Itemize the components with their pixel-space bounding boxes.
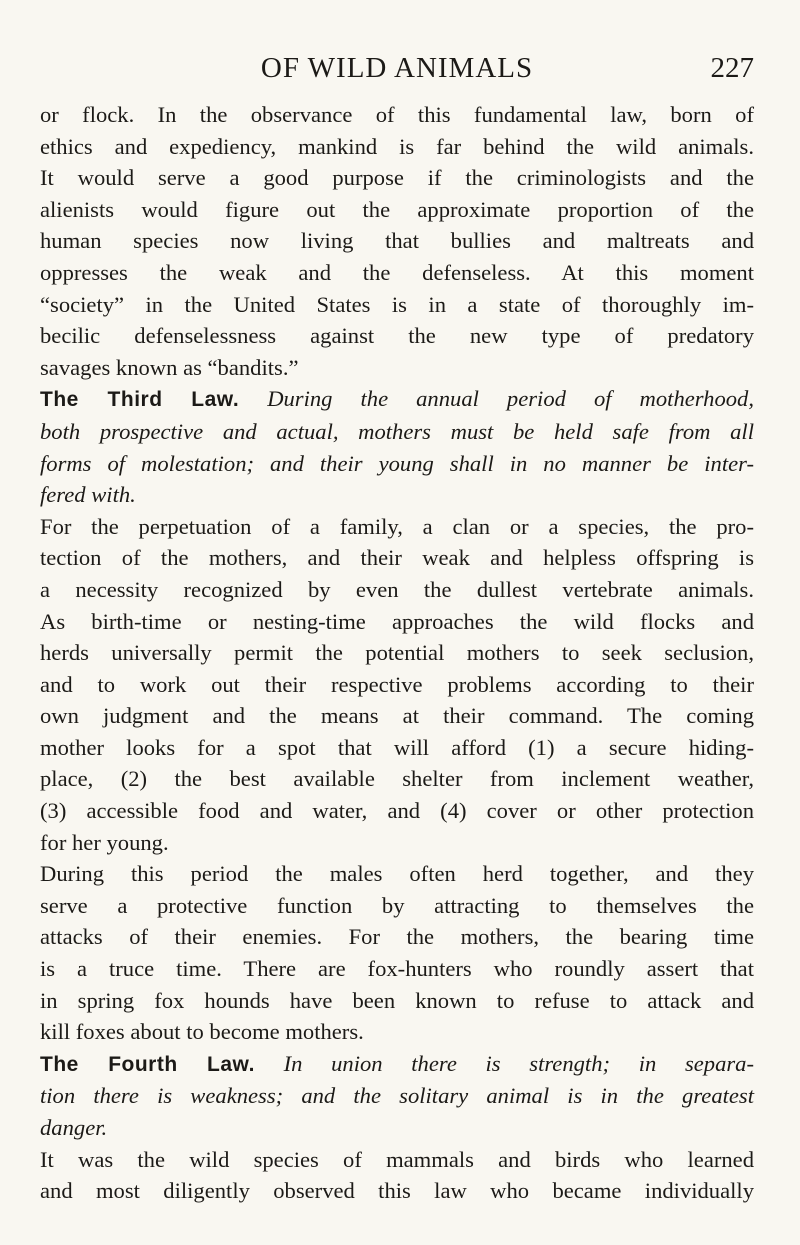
paragraph-males [40, 858, 754, 1048]
paragraph-continuation [40, 99, 754, 383]
text-line: alienists would figure out the approximate proportion of the [40, 196, 754, 222]
text-line: herds universally permit the potential mothers to seek seclusion, [40, 640, 754, 666]
text-line: or flock. In the observance of this fundamental law, born of [40, 102, 754, 127]
paragraph-motherhood [40, 511, 754, 859]
text-line: It was the wild species of mammals and birds who learned [40, 1146, 754, 1172]
text-line: For the perpetuation of a family, a clan or a species, the pro- [40, 513, 754, 539]
text-line: and most diligently observed this law who became individually [40, 1178, 754, 1204]
text-line [40, 383, 754, 416]
text-line: attacks of their enemies. For the mothers, the bearing time [40, 924, 754, 950]
text-line: a necessity recognized by even the dullest vertebrate animals. [40, 576, 754, 602]
body-text [40, 99, 754, 1207]
fourth-law-heading: The Fourth Law. [40, 1052, 255, 1076]
text-line: “society” in the United States is in a state of thoroughly im- [40, 291, 754, 317]
text-line: human species now living that bullies and maltreats and [40, 228, 754, 254]
text-line: own judgment and the means at their command. The coming [40, 703, 754, 729]
text-line: in spring fox hounds have been known to refuse to attack and [40, 987, 754, 1013]
text-line: mother looks for a spot that will afford (1) a secure hiding- [40, 734, 754, 760]
text-line: kill foxes about to become mothers. [40, 1019, 364, 1045]
text-line: becilic defenselessness against the new type of predatory [40, 323, 754, 349]
text-line: both prospective and actual, mothers must be held safe from all [40, 418, 754, 444]
text-line: is a truce time. There are fox-hunters who roundly assert that [40, 956, 754, 982]
third-law-text: During the annual period of motherhood, [267, 386, 754, 412]
text-line: ethics and expediency, mankind is far behind the wild animals. [40, 133, 754, 159]
text-line: As birth-time or nesting-time approaches the wild flocks and [40, 608, 754, 634]
text-line: place, (2) the best available shelter from inclement weather, [40, 766, 754, 792]
paragraph-union [40, 1144, 754, 1207]
fourth-law-text: In union there is strength; in separa- [283, 1050, 754, 1076]
text-line: (3) accessible food and water, and (4) cover or other protection [40, 798, 754, 824]
text-line [40, 1048, 754, 1081]
text-line: for her young. [40, 829, 169, 855]
page-number: 227 [710, 52, 754, 84]
text-line: tion there is weakness; and the solitary animal is in the greatest [40, 1083, 754, 1109]
text-line: savages known as “bandits.” [40, 354, 299, 380]
text-line: tection of the mothers, and their weak and helpless offspring is [40, 545, 754, 571]
text-line: oppresses the weak and the defenseless. At this moment [40, 259, 754, 285]
third-law-heading: The Third Law. [40, 388, 240, 412]
text-line: fered with. [40, 482, 136, 508]
running-title: OF WILD ANIMALS [260, 52, 534, 84]
text-line: It would serve a good purpose if the criminologists and the [40, 165, 754, 191]
text-line: forms of molestation; and their young shall in no manner be inter- [40, 450, 754, 476]
third-law [40, 383, 754, 510]
text-line: danger. [40, 1115, 108, 1140]
running-head [40, 46, 754, 90]
text-line: and to work out their respective problems according to their [40, 671, 754, 697]
book-page [40, 46, 754, 1207]
text-line: serve a protective function by attracting to themselves the [40, 892, 754, 918]
text-line: During this period the males often herd together, and they [40, 861, 754, 887]
fourth-law [40, 1048, 754, 1144]
